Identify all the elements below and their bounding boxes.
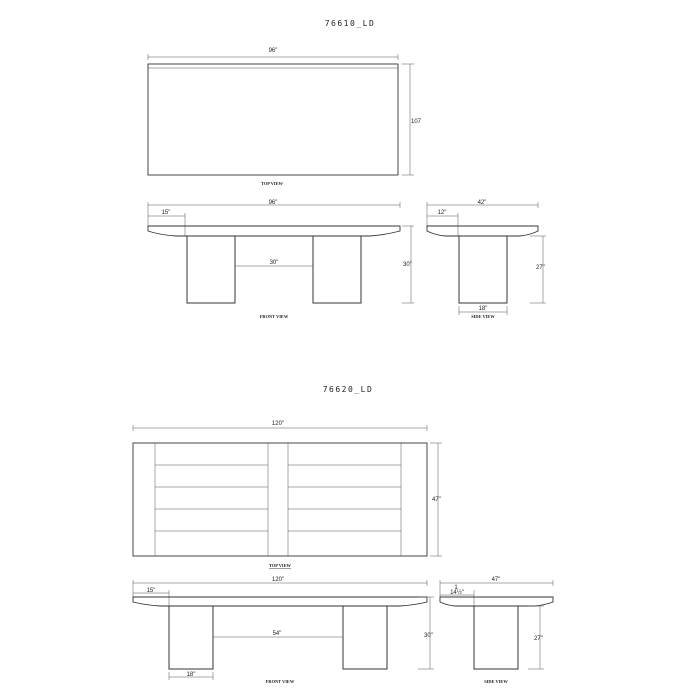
d2-top-depth-label: 47" [432, 497, 441, 503]
d1-side-tabletop [427, 226, 538, 236]
drawing-2-side-view [440, 577, 553, 684]
d1-front-pedestal-left [187, 236, 235, 303]
d1-top-view-label: TOP VIEW [261, 181, 283, 186]
drawing-2-front-view [133, 577, 434, 684]
d2-side-width-label: 47" [491, 577, 501, 583]
d2-side-tabletop [440, 597, 553, 606]
drawing-1-top-view [148, 48, 422, 186]
d2-side-view-label: SIDE VIEW [484, 679, 508, 684]
d2-side-height-label: 27" [534, 636, 543, 642]
d1-side-pedestal [459, 236, 507, 303]
d1-front-width-label: 96" [268, 200, 278, 206]
d2-tabletop-outline [133, 443, 427, 556]
drawing-2-title: 76620_LD [322, 385, 374, 394]
drawing-1-title: 76610_LD [324, 19, 376, 28]
d1-front-tabletop [148, 226, 400, 236]
d2-front-pedestal-left [169, 606, 213, 669]
d1-side-base-label: 18" [478, 306, 488, 312]
d1-tabletop-outline [148, 64, 398, 175]
d1-top-depth-label: 107 [411, 119, 422, 125]
d2-front-pedestal-right [343, 606, 387, 669]
d2-side-overhang-top-label: 1 [454, 585, 458, 591]
d2-top-width-label: 120" [271, 421, 285, 427]
d1-front-overhang-label: 15" [161, 210, 171, 216]
d1-side-width-label: 42" [477, 200, 487, 206]
d1-side-height-label: 27" [536, 265, 545, 271]
d2-front-width-label: 120" [271, 577, 285, 583]
d2-front-tabletop [133, 597, 427, 606]
d2-front-gap-label: 54" [272, 631, 282, 637]
d1-front-height-label: 30" [403, 262, 412, 268]
d1-front-view-label: FRONT VIEW [259, 314, 289, 319]
drawing-2-top-view [133, 421, 442, 568]
d1-front-pedestal-right [313, 236, 361, 303]
d2-side-overhang-label: 14½" [450, 590, 464, 596]
d2-front-base-label: 18" [186, 672, 196, 678]
drawing-1-front-view [148, 200, 414, 319]
d1-front-gap-label: 30" [269, 260, 279, 266]
d2-front-overhang-label: 15" [146, 588, 156, 594]
d2-side-pedestal [474, 606, 518, 669]
d2-front-view-label: FRONT VIEW [265, 679, 295, 684]
d2-front-height-label: 30" [424, 633, 433, 639]
d1-top-width-label: 96" [268, 48, 278, 54]
d1-side-view-label: SIDE VIEW [471, 314, 495, 319]
d1-side-overhang-label: 12" [437, 210, 447, 216]
drawing-1-side-view [427, 200, 546, 319]
d2-top-view-label: TOP VIEW [269, 563, 291, 568]
